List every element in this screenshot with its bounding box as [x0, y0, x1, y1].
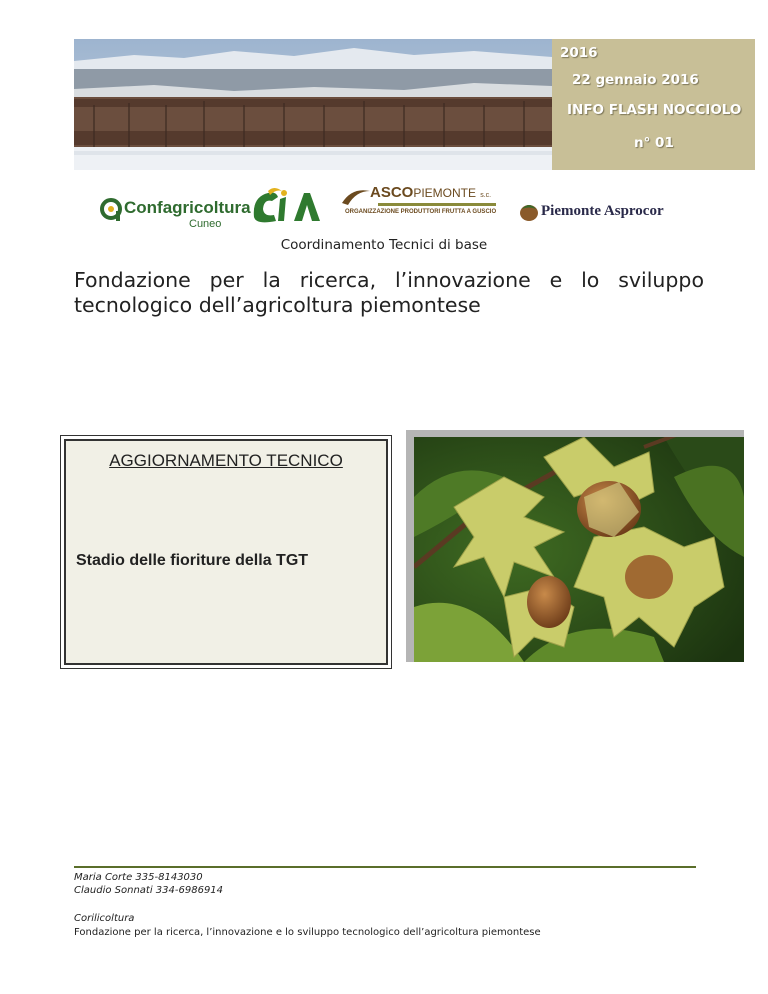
ascopiemonte-logo-rest: PIEMONTE — [413, 186, 477, 200]
header-banner-image — [74, 39, 552, 170]
bulletin-date: 22 gennaio 2016 — [572, 72, 699, 88]
confagricoltura-logo-text: Confagricoltura — [124, 198, 251, 217]
bulletin-year: 2016 — [560, 45, 598, 61]
ascopiemonte-logo-swoosh — [378, 203, 496, 206]
bulletin-title: INFO FLASH NOCCIOLO — [567, 102, 742, 118]
bulletin-info-panel — [552, 39, 755, 170]
hazelnut-logo-icon — [518, 201, 540, 221]
ascopiemonte-logo-text — [370, 184, 491, 201]
cia-logo-icon — [250, 187, 322, 225]
coordinamento-label: Coordinamento Tecnici di base — [280, 237, 488, 253]
footer-organization: Fondazione per la ricerca, l’innovazione e lo sviluppo tecnologico dell’agricoltura piemontese — [74, 927, 541, 938]
hazelnut-photo — [414, 437, 744, 662]
foundation-title: Fondazione per la ricerca, l’innovazione e lo sviluppo tecnologico dell’agricoltura piemontese — [74, 268, 704, 317]
ascopiemonte-logo-icon — [340, 185, 370, 207]
technical-update-box — [60, 435, 392, 669]
piemonte-asprocor-logo-text: Piemonte Asprocor — [541, 203, 664, 219]
ascopiemonte-logo-suffix: s.c. — [480, 192, 492, 199]
confagricoltura-logo-icon — [100, 197, 122, 223]
cia-logo — [250, 187, 322, 229]
footer-rule — [74, 866, 696, 868]
bulletin-issue: n° 01 — [634, 135, 674, 151]
technical-update-heading: AGGIORNAMENTO TECNICO — [109, 451, 343, 470]
technical-update-box-inner — [64, 439, 388, 665]
ascopiemonte-logo-subtext: ORGANIZZAZIONE PRODUTTORI FRUTTA A GUSCIO — [345, 209, 497, 215]
contact-maria-corte: Maria Corte 335-8143030 — [74, 872, 203, 883]
confagricoltura-logo-subtext: Cuneo — [189, 218, 222, 230]
ascopiemonte-logo-bold: ASCO — [370, 184, 414, 201]
contact-claudio-sonnati: Claudio Sonnati 334-6986914 — [74, 885, 224, 896]
footer-section: Corilicoltura — [74, 913, 135, 924]
technical-update-subject: Stadio delle fioriture della TGT — [76, 552, 309, 569]
